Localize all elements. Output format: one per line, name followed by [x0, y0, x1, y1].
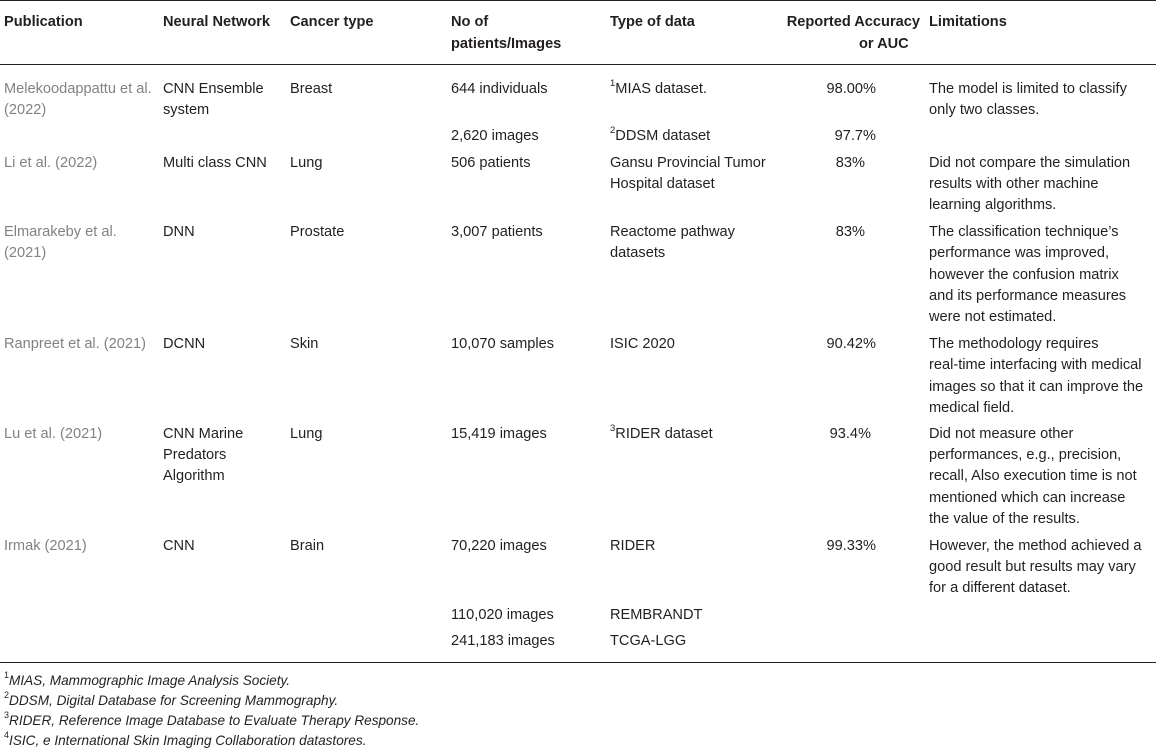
data-cell: TCGA-LGG — [610, 633, 687, 649]
cancer-cell: Lung — [290, 426, 323, 442]
footnote-marker: 3 — [610, 423, 616, 435]
limitations-cell: were not estimated. — [929, 309, 1057, 325]
patients-cell: 506 patients — [451, 155, 531, 171]
accuracy-cell: 99.33% — [826, 538, 876, 554]
patients-cell: 10,070 samples — [451, 336, 555, 352]
data-cell: Hospital dataset — [610, 176, 715, 192]
data-cell: ISIC 2020 — [610, 336, 675, 352]
header-patients-line2: patients/Images — [451, 36, 562, 52]
publication-cell: Ranpreet et al. (2021) — [4, 336, 146, 352]
limitations-cell: results with other machine — [929, 176, 1099, 192]
cancer-cell: Lung — [290, 155, 323, 171]
publication-cell: (2022) — [4, 102, 47, 118]
table-top-rule — [0, 0, 1156, 1]
header-limitations: Limitations — [929, 14, 1007, 30]
cancer-cell: Brain — [290, 538, 325, 554]
data-cell: RIDER — [610, 538, 656, 554]
cancer-cell: Breast — [290, 81, 333, 97]
patients-cell: 2,620 images — [451, 128, 539, 144]
limitations-cell: and its performance measures — [929, 288, 1127, 304]
limitations-cell: The classification technique’s — [929, 224, 1119, 240]
limitations-cell: real-time interfacing with medical — [929, 357, 1142, 373]
header-bottom-rule — [0, 64, 1156, 65]
data-cell — [610, 424, 713, 445]
limitations-cell: Did not compare the simulation — [929, 155, 1131, 171]
limitations-cell: recall, Also execution time is not — [929, 468, 1137, 484]
header-type-of-data: Type of data — [610, 14, 695, 30]
network-cell: DCNN — [163, 336, 206, 352]
patients-cell: 70,220 images — [451, 538, 547, 554]
data-cell: REMBRANDT — [610, 607, 703, 623]
accuracy-cell: 93.4% — [829, 426, 871, 442]
limitations-cell: However, the method achieved a — [929, 538, 1142, 554]
limitations-cell: The methodology requires — [929, 336, 1099, 352]
footnote-text: MIAS, Mammographic Image Analysis Society. — [9, 673, 291, 688]
limitations-cell: performances, e.g., precision, — [929, 447, 1122, 463]
limitations-cell: learning algorithms. — [929, 197, 1057, 213]
footnote-marker: 2 — [610, 125, 616, 137]
footnote-3 — [4, 712, 419, 730]
data-cell — [610, 79, 707, 100]
network-cell: system — [163, 102, 210, 118]
limitations-cell: Did not measure other — [929, 426, 1074, 442]
footnote-text: ISIC, e International Skin Imaging Collaboration datastores. — [9, 733, 367, 748]
cancer-cell: Skin — [290, 336, 319, 352]
header-accuracy-line1: Reported Accuracy — [786, 14, 920, 30]
data-label: MIAS dataset. — [615, 81, 707, 97]
network-cell: CNN — [163, 538, 195, 554]
data-label: DDSM dataset — [615, 128, 711, 144]
patients-cell: 15,419 images — [451, 426, 547, 442]
footnote-marker: 3 — [4, 710, 10, 721]
footnote-text: DDSM, Digital Database for Screening Mammography. — [9, 693, 339, 708]
limitations-cell: images so that it can improve the — [929, 379, 1144, 395]
publication-cell: Elmarakeby et al. — [4, 224, 117, 240]
accuracy-cell: 83% — [835, 155, 865, 171]
table-bottom-rule — [0, 662, 1156, 663]
cancer-cell: Prostate — [290, 224, 345, 240]
limitations-cell: performance was improved, — [929, 245, 1110, 261]
data-cell: datasets — [610, 245, 666, 261]
limitations-cell: the value of the results. — [929, 511, 1080, 527]
publication-cell: Li et al. (2022) — [4, 155, 98, 171]
limitations-cell: only two classes. — [929, 102, 1040, 118]
network-cell: DNN — [163, 224, 195, 240]
footnote-1 — [4, 672, 290, 690]
accuracy-cell: 90.42% — [826, 336, 876, 352]
footnote-marker: 4 — [4, 730, 10, 741]
footnote-2 — [4, 692, 338, 710]
limitations-cell: medical field. — [929, 400, 1015, 416]
patients-cell: 241,183 images — [451, 633, 555, 649]
publication-cell: Lu et al. (2021) — [4, 426, 103, 442]
footnote-text: RIDER, Reference Image Database to Evaluate Therapy Response. — [9, 713, 420, 728]
footnote-marker: 1 — [610, 78, 616, 90]
footnote-4 — [4, 732, 366, 750]
publication-cell: (2021) — [4, 245, 47, 261]
publication-cell: Melekoodappattu et al. — [4, 81, 152, 97]
limitations-cell: The model is limited to classify — [929, 81, 1127, 97]
accuracy-cell: 98.00% — [826, 81, 876, 97]
accuracy-cell: 83% — [835, 224, 865, 240]
footnote-marker: 2 — [4, 690, 10, 701]
patients-cell: 110,020 images — [451, 607, 554, 623]
header-publication: Publication — [4, 14, 83, 30]
header-accuracy-line2: or AUC — [859, 36, 909, 52]
patients-cell: 3,007 patients — [451, 224, 543, 240]
network-cell: CNN Marine — [163, 426, 244, 442]
patients-cell: 644 individuals — [451, 81, 548, 97]
header-cancer-type: Cancer type — [290, 14, 374, 30]
footnote-marker: 1 — [4, 670, 10, 681]
data-cell — [610, 126, 710, 147]
data-cell: Reactome pathway — [610, 224, 735, 240]
limitations-cell: good result but results may vary — [929, 559, 1136, 575]
header-patients-line1: No of — [451, 14, 489, 30]
network-cell: CNN Ensemble — [163, 81, 264, 97]
header-neural-network: Neural Network — [163, 14, 271, 30]
data-cell: Gansu Provincial Tumor — [610, 155, 766, 171]
network-cell: Predators — [163, 447, 227, 463]
network-cell: Multi class CNN — [163, 155, 267, 171]
data-label: RIDER dataset — [615, 426, 713, 442]
publication-cell: Irmak (2021) — [4, 538, 87, 554]
limitations-cell: for a different dataset. — [929, 580, 1071, 596]
accuracy-cell: 97.7% — [834, 128, 876, 144]
limitations-cell: mentioned which can increase — [929, 490, 1126, 506]
limitations-cell: however the confusion matrix — [929, 267, 1119, 283]
network-cell: Algorithm — [163, 468, 225, 484]
